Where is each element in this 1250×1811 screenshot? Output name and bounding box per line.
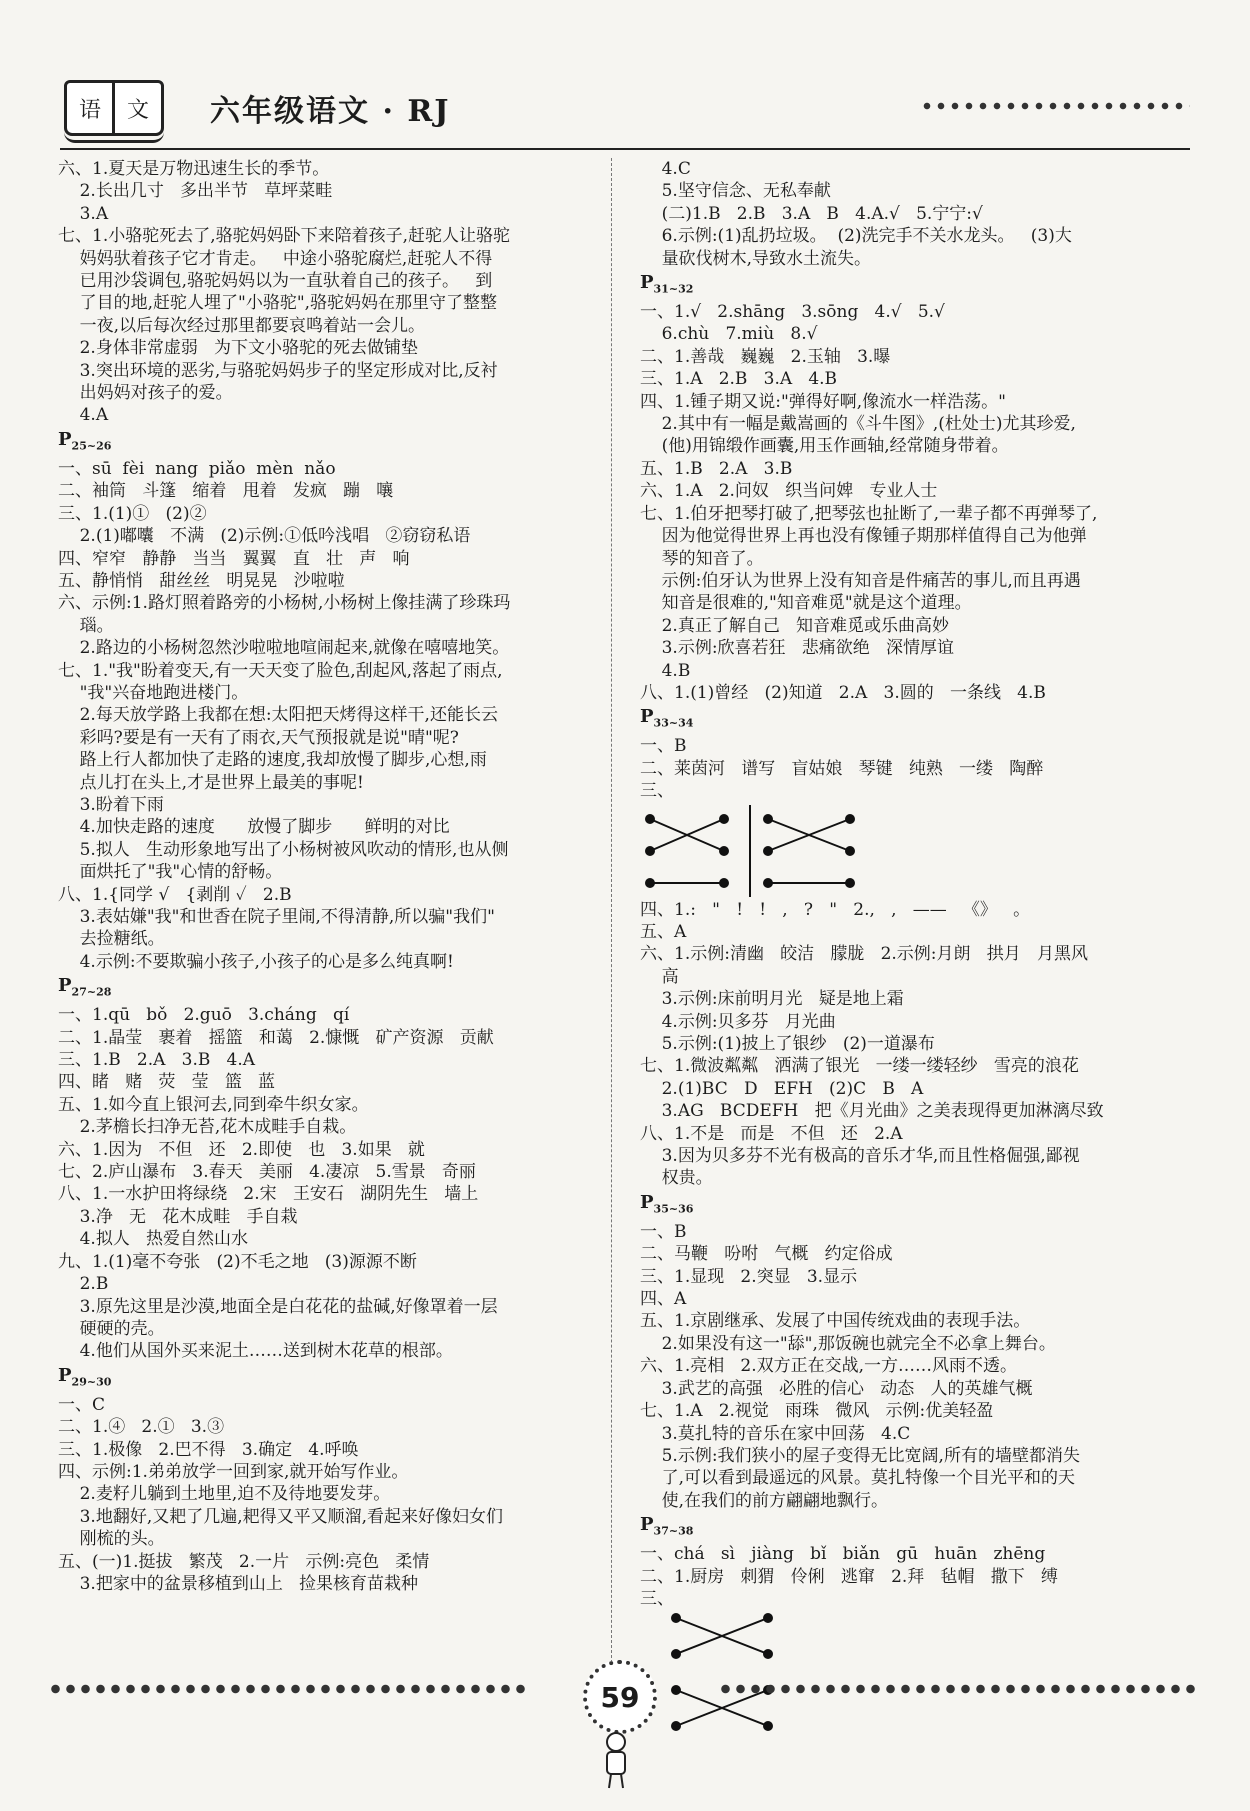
answer-line: 五、1.B 2.A 3.B: [640, 458, 793, 479]
answer-line: 五、A: [640, 921, 687, 942]
answer-line: 四、A: [640, 1289, 687, 1310]
answer-line: 四、示例:1.弟弟放学一回到家,就开始写作业。: [58, 1461, 409, 1482]
page-range-heading: $P_{31\sim 32}$: [640, 272, 694, 296]
answer-line: 知音是很难的,"知音难觅"就是这个道理。: [640, 593, 972, 614]
answer-line: 五、1.如今直上银河去,同到牵牛织女家。: [58, 1094, 369, 1115]
answer-line: 彩吗?要是有一天有了雨衣,天气预报就是说"晴"呢?: [58, 727, 459, 748]
answer-line: 3.表姑嫌"我"和世香在院子里闹,不得清静,所以骗"我们": [58, 907, 495, 927]
answer-line: 一、B: [640, 736, 687, 757]
answer-line: 去捡糖纸。: [58, 929, 165, 950]
answer-column-left: [58, 158, 598, 1595]
answer-line: 瑙。: [58, 615, 114, 636]
answer-line: 七、1."我"盼着变天,有一天天变了脸色,刮起风,落起了雨点,: [58, 660, 503, 681]
answer-line: 七、1.A 2.视觉 雨珠 微风 示例:优美轻盈: [640, 1401, 994, 1422]
answer-line: 面烘托了"我"心情的舒畅。: [58, 862, 283, 883]
answer-line: 四、1.锺子期又说:"弹得好啊,像流水一样浩荡。": [640, 391, 1006, 412]
answer-line: 二、1.厨房 刺猬 伶俐 逃窜 2.拜 毡帽 撒下 缚: [640, 1566, 1058, 1587]
answer-line: 3.AG BCDEFH 把《月光曲》之美表现得更加淋漓尽致: [640, 1101, 1104, 1122]
answer-line: 二、1.善哉 巍巍 2.玉轴 3.曝: [640, 346, 891, 367]
answer-line: 硬硬的壳。: [58, 1318, 165, 1339]
page-range-heading: $P_{25\sim 26}$: [58, 428, 112, 453]
page-title: 六年级语文 · RJ: [210, 94, 451, 129]
answer-line: 2.长出几寸 多出半节 草坪菜畦: [58, 181, 333, 202]
answer-line: 七、2.庐山瀑布 3.春天 美丽 4.凄凉 5.雪景 奇丽: [58, 1162, 476, 1183]
answer-line: 4.拟人 热爱自然山水: [58, 1229, 249, 1250]
answer-line: 4.C: [640, 159, 691, 179]
answer-line: 五、静悄悄 甜丝丝 明晃晃 沙啦啦: [58, 570, 345, 591]
answer-line: 5.示例:我们狭小的屋子变得无比宽阔,所有的墙壁都消失: [640, 1445, 1080, 1466]
answer-line: 六、1.A 2.问奴 织当问婢 专业人士: [640, 481, 938, 502]
page-range-heading: $P_{27\sim 28}$: [58, 975, 112, 999]
answer-line: 六、1.亮相 2.双方正在交战,一方……风雨不透。: [640, 1356, 1018, 1377]
answer-line: 二、1.④ 2.① 3.③: [58, 1417, 225, 1438]
answer-line: 一、B: [640, 1221, 687, 1242]
answer-line: 一、C: [58, 1394, 106, 1415]
book-logo-icon: [64, 74, 164, 142]
answer-line: 高: [640, 966, 679, 987]
header-dots: [920, 100, 1190, 112]
answer-line: 九、1.(1)毫不夸张 (2)不毛之地 (3)源源不断: [58, 1251, 417, 1272]
answer-line: 了,可以看到最遥远的风景。莫扎特像一个目光平和的天: [640, 1468, 1076, 1489]
header-rule: [60, 148, 1190, 150]
answer-line: (二)1.B 2.B 3.A B 4.A.√ 5.宁宁:√: [640, 203, 983, 224]
answer-line: 四、1.: " ! ! , ? " 2., , —— 《》 。: [640, 899, 1031, 920]
answer-line: 七、1.伯牙把琴打破了,把琴弦也扯断了,一辈子都不再弹琴了,: [640, 503, 1098, 524]
answer-line: 一、chá sì jiàng bǐ biǎn gū huān zhēng: [640, 1544, 1046, 1565]
answer-line: 示例:伯牙认为世界上没有知音是件痛苦的事儿,而且再遇: [640, 570, 1081, 591]
answer-line: 二、1.晶莹 裹着 摇篮 和蔼 2.慷慨 矿产资源 贡献: [58, 1027, 494, 1048]
answer-line: 2.每天放学路上我都在想:太阳把天烤得这样干,还能长云: [58, 705, 498, 726]
answer-line: 八、1.一水护田将绿绕 2.宋 王安石 湖阴先生 墙上: [58, 1184, 479, 1205]
answer-line: 4.他们从国外买来泥土……送到树木花草的根部。: [58, 1341, 453, 1362]
answer-line: 5.坚守信念、无私奉献: [640, 181, 831, 202]
answer-line: 五、(一)1.挺拔 繁茂 2.一片 示例:亮色 柔情: [58, 1551, 430, 1572]
answer-line: 琴的知音了。: [640, 548, 764, 569]
answer-line: 三、1.显现 2.突显 3.显示: [640, 1266, 858, 1287]
answer-line: 3.盼着下雨: [58, 794, 164, 815]
answer-line: 五、1.京剧继承、发展了中国传统戏曲的表现手法。: [640, 1311, 1031, 1332]
answer-line: 妈妈驮着孩子它才肯走。 中途小骆驼腐烂,赶驼人不得: [58, 248, 493, 269]
answer-line: 3.地翻好,又耙了几遍,耙得又平又顺溜,看起来好像妇女们: [58, 1506, 504, 1527]
page-header: [60, 70, 1190, 150]
answer-line: 3.净 无 花木成畦 手自栽: [58, 1206, 298, 1227]
answer-line: 5.示例:(1)披上了银纱 (2)一道瀑布: [640, 1034, 935, 1054]
answer-line: (他)用锦缎作画囊,用玉作画轴,经常随身带着。: [640, 436, 1009, 457]
answer-line: 已用沙袋调包,骆驼妈妈以为一直驮着自己的孩子。 到: [58, 271, 493, 292]
footer-dots-right: [718, 1682, 1198, 1696]
book-right-page: 文: [112, 80, 164, 136]
answer-line: 使,在我们的前方翩翩地飘行。: [640, 1490, 889, 1511]
answer-line: 2.身体非常虚弱 为下文小骆驼的死去做铺垫: [58, 338, 419, 359]
page-range-heading: $P_{33\sim 34}$: [640, 706, 694, 730]
answer-line: 三、1.B 2.A 3.B 4.A: [58, 1050, 256, 1071]
answer-line: 七、1.小骆驼死去了,骆驼妈妈卧下来陪着孩子,赶驼人让骆驼: [58, 226, 511, 247]
answer-line: 3.示例:欣喜若狂 悲痛欲绝 深情厚谊: [640, 638, 954, 659]
answer-line: 一、1.√ 2.shāng 3.sōng 4.√ 5.√: [640, 302, 945, 323]
answer-line: 三、: [640, 1588, 674, 1609]
page-number: 59: [583, 1660, 657, 1734]
answer-line: 六、1.因为 不但 还 2.即使 也 3.如果 就: [58, 1139, 425, 1160]
answer-line: 2.(1)BC D EFH (2)C B A: [640, 1078, 924, 1099]
answer-line: 2.茅檐长扫净无苔,花木成畦手自栽。: [58, 1117, 357, 1138]
column-divider: [611, 158, 612, 1678]
answer-line: 一、1.qū bǒ 2.guō 3.cháng qí: [58, 1005, 350, 1026]
answer-line: 3.示例:床前明月光 疑是地上霜: [640, 989, 904, 1010]
answer-line: 六、1.夏天是万物迅速生长的季节。: [58, 159, 330, 179]
answer-line: 2.其中有一幅是戴嵩画的《斗牛图》,(杜处士)尤其珍爱,: [640, 414, 1076, 435]
answer-line: 6.chù 7.miù 8.√: [640, 324, 818, 345]
answer-line: 三、: [640, 781, 674, 802]
answer-line: 一夜,以后每次经过那里都要哀鸣着站一会儿。: [58, 315, 426, 336]
answer-line: 4.示例:贝多芬 月光曲: [640, 1011, 836, 1032]
answer-line: 了目的地,赶驼人埋了"小骆驼",骆驼妈妈在那里守了整整: [58, 293, 498, 314]
answer-line: 二、袖筒 斗篷 缩着 甩着 发疯 蹦 嚷: [58, 481, 394, 502]
answer-line: 4.A: [58, 405, 109, 426]
answer-line: 2.麦籽儿躺到土地里,迫不及待地要发芽。: [58, 1484, 391, 1505]
answer-line: 六、1.示例:清幽 皎洁 朦胧 2.示例:月朗 拱月 月黑风: [640, 944, 1088, 965]
answer-line: 四、睹 赌 荧 莹 篮 蓝: [58, 1072, 276, 1093]
answer-line: 2.(1)嘟囔 不满 (2)示例:①低吟浅唱 ②窃窃私语: [58, 526, 471, 547]
answer-line: 七、1.微波粼粼 洒满了银光 一缕一缕轻纱 雪亮的浪花: [640, 1056, 1079, 1077]
answer-line: 因为他觉得世界上再也没有像锺子期那样值得自己为他弹: [640, 526, 1087, 547]
answer-line: 5.拟人 生动形象地写出了小杨树被风吹动的情形,也从侧: [58, 839, 509, 860]
answer-line: 3.莫扎特的音乐在家中回荡 4.C: [640, 1423, 911, 1444]
answer-line: 3.原先这里是沙漠,地面全是白花花的盐碱,好像罩着一层: [58, 1296, 498, 1317]
answer-line: 路上行人都加快了走路的速度,我却放慢了脚步,心想,雨: [58, 750, 487, 771]
answer-line: 3.A: [58, 203, 109, 224]
page-range-heading: $P_{35\sim 36}$: [640, 1191, 694, 1216]
answer-column-right: [640, 158, 1200, 1744]
answer-line: 3.因为贝多芬不光有极高的音乐才华,而且性格倔强,鄙视: [640, 1146, 1080, 1167]
answer-line: 4.B: [640, 660, 691, 681]
answer-line: 2.路边的小杨树忽然沙啦啦地喧闹起来,就像在嘻嘻地笑。: [58, 638, 510, 659]
answer-line: 3.把家中的盆景移植到山上 捡果核育苗栽种: [58, 1573, 419, 1594]
answer-line: 八、1.不是 而是 不但 还 2.A: [640, 1123, 903, 1144]
page-footer: [48, 1660, 1198, 1720]
mascot-icon: [596, 1730, 636, 1790]
answer-line: 三、1.(1)① (2)②: [58, 503, 207, 524]
answer-line: 2.如果没有这一"舔",那饭碗也就完全不必拿上舞台。: [640, 1333, 1056, 1354]
answer-line: 权贵。: [640, 1168, 713, 1189]
answer-line: 3.突出环境的恶劣,与骆驼妈妈步子的坚定形成对比,反衬: [58, 360, 498, 381]
answer-line: 4.加快走路的速度 放慢了脚步 鲜明的对比: [58, 817, 450, 838]
answer-line: 八、1.(1)曾经 (2)知道 2.A 3.圆的 一条线 4.B: [640, 682, 1046, 703]
answer-line: 四、窄窄 静静 当当 翼翼 直 壮 声 响: [58, 548, 410, 569]
answer-line: 4.示例:不要欺骗小孩子,小孩子的心是多么纯真啊!: [58, 951, 454, 972]
answer-line: 六、示例:1.路灯照着路旁的小杨树,小杨树上像挂满了珍珠玛: [58, 593, 511, 614]
answer-line: 二、莱茵河 谱写 盲姑娘 琴键 纯熟 一缕 陶醉: [640, 758, 1044, 779]
answer-line: 刚梳的头。: [58, 1529, 165, 1550]
answer-line: 八、1.{同学 √ {剥削 ✓ 2.B: [58, 884, 292, 905]
page-range-heading: $P_{29\sim 30}$: [58, 1364, 112, 1389]
page-range-heading: $P_{37\sim 38}$: [640, 1514, 694, 1538]
answer-line: 量砍伐树木,导致水土流失。: [640, 248, 872, 269]
answer-line: 2.真正了解自己 知音难觅或乐曲高妙: [640, 615, 950, 636]
answer-line: 一、sū fèi nang piǎo mèn nǎo: [58, 458, 336, 479]
answer-line: 出妈妈对孩子的爱。: [58, 383, 233, 404]
answer-line: 点儿打在头上,才是世界上最美的事呢!: [58, 772, 364, 793]
book-left-page: 语: [64, 80, 116, 136]
answer-line: 6.示例:(1)乱扔垃圾。 (2)洗完手不关水龙头。 (3)大: [640, 226, 1072, 247]
answer-line: "我"兴奋地跑进楼门。: [58, 682, 249, 703]
answer-line: 3.武艺的高强 必胜的信心 动态 人的英雄气概: [640, 1378, 1033, 1399]
footer-dots-left: [48, 1682, 528, 1696]
answer-line: 二、马鞭 吩咐 气概 约定俗成: [640, 1244, 893, 1265]
answer-line: 2.B: [58, 1274, 109, 1295]
matching-diagram-1: [640, 805, 1200, 897]
answer-line: 三、1.A 2.B 3.A 4.B: [640, 369, 838, 390]
answer-line: 三、1.极像 2.巴不得 3.确定 4.呼唤: [58, 1439, 359, 1460]
